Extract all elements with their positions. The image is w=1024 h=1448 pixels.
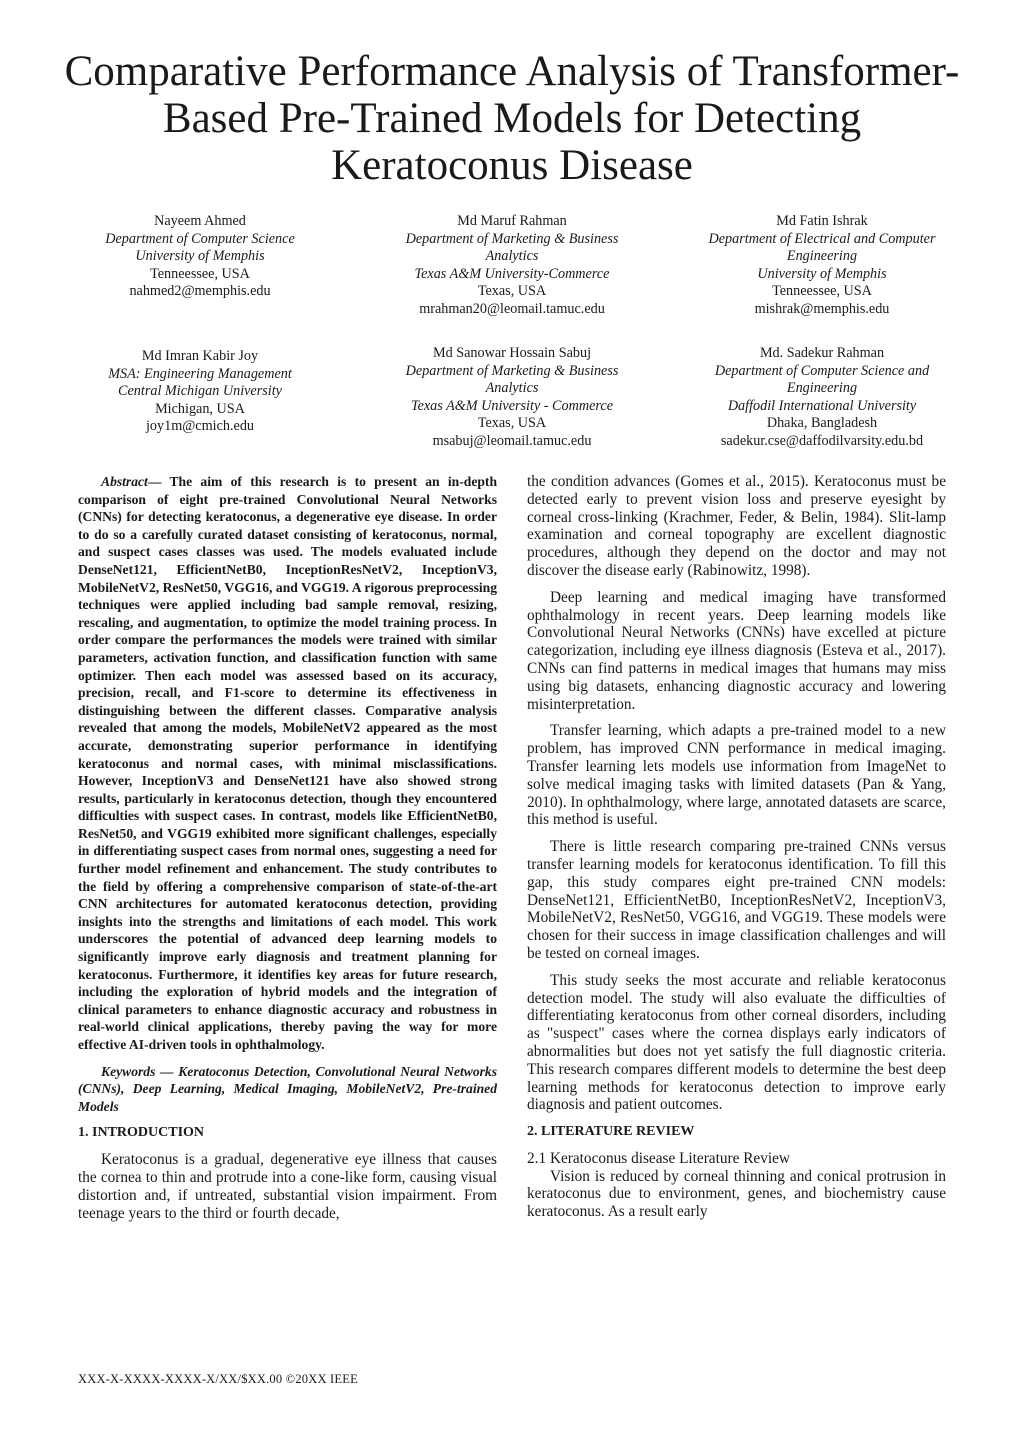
author-location: Texas, USA [477, 283, 547, 299]
author-location: Dhaka, Bangladesh [766, 415, 878, 431]
author-institution: Central Michigan University [118, 383, 282, 399]
paper-title: Comparative Performance Analysis of Transformer-Based Pre-Trained Models for Detecting Keratoconus Disease [64, 48, 960, 189]
author-block [362, 213, 662, 318]
author-institution: University of Memphis [135, 248, 265, 264]
abstract-text: The aim of this research is to present an in-depth comparison of eight pre-trained Convolutional Neural Networks (CNNs) for detecting keratoconus, a degenerative eye disease. In order to do so a carefully curated dataset consisting of keratoconus, normal, and suspect cases classes was used. The models evaluated include DenseNet121, EfficientNetB0, InceptionResNetV2, InceptionV3, MobileNetV2, ResNet50, VGG16, and VGG19. A rigorous preprocessing techniques were applied including bad sample removal, resizing, rescaling, and augmentation, to optimize the model training process. In order compare the performances the models were trained with similar parameters, activation function, and classification function with same optimizer. Then each model was assessed based on its accuracy, precision, recall, and F1-score to determine its effectiveness in distinguishing between the different classes. Comparative analysis revealed that among the models, MobileNetV2 appeared as the most accurate, demonstrating superior performance in identifying keratoconus and normal cases, with minimal misclassifications. However, InceptionV3 and DenseNet121 have also showed strong results, particularly in keratoconus detection, though they encountered difficulties with suspect cases. In contrast, models like EfficientNetB0, ResNet50, and VGG19 exhibited more significant challenges, especially in differentiating suspect cases from normal ones, suggesting a need for further model refinement and enhancement. The study contributes to the field by offering a comprehensive comparison of state-of-the-art CNN architectures for automated keratoconus detection, providing insights into the strengths and limitations of each model. This work underscores the potential of advanced deep learning models to significantly improve early diagnosis and treatment planning for keratoconus. Furthermore, it identifies key areas for future research, including the exploration of hybrid models and the integration of clinical parameters to enhance diagnostic accuracy and robustness in real-world clinical applications, thereby paving the way for more effective AI-driven tools in ophthalmology. [78, 474, 498, 1052]
body-paragraph: the condition advances (Gomes et al., 2015). Keratoconus must be detected early to prevent vision loss and preserve eyesight by corneal cross-linking (Krachmer, Feder, & Belin, 1984). Slit-lamp examination and corneal topography are excellent diagnostic procedures, although they depend on the doctor and may not discover the disease early (Rabinowitz, 1998). [527, 473, 946, 579]
author-department: Analytics [485, 380, 539, 396]
intro-paragraph: Keratoconus is a gradual, degenerative eye illness that causes the cornea to thin and protrude into a cone-like form, causing visual distortion and, if untreated, substantial vision impairment. From teenage years to the third or fourth decade, [78, 1151, 497, 1222]
author-block [362, 345, 662, 450]
author-department: Department of Marketing & Business [405, 362, 619, 379]
author-department: MSA: Engineering Management [108, 365, 292, 382]
author-email: msabuj@leomail.tamuc.edu [432, 432, 592, 449]
abstract-dash: — [147, 474, 170, 489]
body-paragraph: There is little research comparing pre-trained CNNs versus transfer learning models for keratoconus identification. To fill this gap, this study compares eight pre-trained CNN models: DenseNet121, EfficientNetB0, InceptionResNetV2, InceptionV3, MobileNetV2, ResNet50, VGG16, and VGG19. These models were chosen for their success in image classification challenges and will be tested on corneal images. [527, 838, 946, 962]
author-name: Nayeem Ahmed [154, 213, 246, 229]
author-name: Md Imran Kabir Joy [141, 348, 259, 364]
section-heading-introduction: 1. INTRODUCTION [78, 1125, 205, 1141]
author-institution: Texas A&M University-Commerce [414, 265, 610, 282]
author-institution: Daffodil International University [727, 397, 917, 414]
author-department: Department of Computer Science and [714, 362, 930, 379]
author-location: Texas, USA [477, 415, 547, 431]
copyright-footer: XXX-X-XXXX-XXXX-X/XX/$XX.00 ©20XX IEEE [78, 1372, 358, 1386]
body-paragraph: Deep learning and medical imaging have transformed ophthalmology in recent years. Deep learning models like Convolutional Neural Networks (CNNs) have excelled at picture categorization, including eye illness diagnosis (Esteva et al., 2017). CNNs can find patterns in medical images that humans may miss using big datasets, enhancing diagnostic accuracy and lowering misinterpretation. [527, 588, 946, 713]
author-email: sadekur.cse@daffodilvarsity.edu.bd [720, 432, 924, 449]
author-email: mishrak@memphis.edu [754, 300, 890, 317]
author-department: Department of Electrical and Computer [708, 230, 936, 247]
author-department: Department of Marketing & Business [405, 230, 619, 247]
left-column [78, 473, 497, 1222]
author-block [672, 345, 972, 450]
author-block [50, 213, 350, 301]
author-email: joy1m@cmich.edu [145, 418, 255, 434]
author-email: mrahman20@leomail.tamuc.edu [419, 300, 605, 317]
author-department: Engineering [786, 248, 858, 264]
abstract [78, 473, 497, 1054]
author-name: Md Maruf Rahman [457, 213, 567, 229]
author-location: Tenneessee, USA [150, 265, 250, 282]
author-institution: Texas A&M University - Commerce [410, 397, 613, 414]
author-name: Md Sanowar Hossain Sabuj [432, 345, 592, 361]
author-email: nahmed2@memphis.edu [129, 283, 271, 299]
right-column [527, 473, 946, 1221]
author-name: Md Fatin Ishrak [776, 213, 868, 229]
section-heading-literature-review: 2. LITERATURE REVIEW [527, 1124, 695, 1140]
author-block [50, 348, 350, 436]
author-location: Tenneessee, USA [772, 283, 872, 299]
lit-review-paragraph: Vision is reduced by corneal thinning and conical protrusion in keratoconus due to environment, genes, and biochemistry cause keratoconus. As a result early [527, 1167, 946, 1221]
author-department: Department of Computer Science [105, 230, 295, 247]
author-department: Analytics [485, 248, 539, 264]
body-paragraph: Transfer learning, which adapts a pre-trained model to a new problem, has improved CNN performance in medical imaging. Transfer learning lets models use information from ImageNet to solve medical imaging tasks with limited datasets (Pan & Yang, 2010). In ophthalmology, where large, annotated datasets are scarce, this method is useful. [527, 722, 946, 829]
author-block [672, 213, 972, 318]
keywords: Keywords — Keratoconus Detection, Convolutional Neural Networks (CNNs), Deep Learning, Medical Imaging, MobileNetV2, Pre-trained Models [78, 1063, 497, 1114]
author-department: Engineering [786, 380, 858, 396]
author-institution: University of Memphis [757, 265, 887, 282]
body-paragraph: This study seeks the most accurate and reliable keratoconus detection model. The study will also evaluate the difficulties of differentiating keratoconus from other corneal disorders, including as "suspect" cases where the cornea displays early indicators of abnormalities but does not yet satisfy the full diagnostic criteria. This research compares different models to determine the best deep learning methods for keratoconus detection to improve early diagnosis and patient outcomes. [527, 971, 946, 1114]
abstract-label: Abstract [101, 474, 148, 489]
author-name: Md. Sadekur Rahman [759, 345, 885, 361]
author-location: Michigan, USA [155, 400, 245, 417]
subsection-heading: 2.1 Keratoconus disease Literature Review [527, 1149, 790, 1167]
